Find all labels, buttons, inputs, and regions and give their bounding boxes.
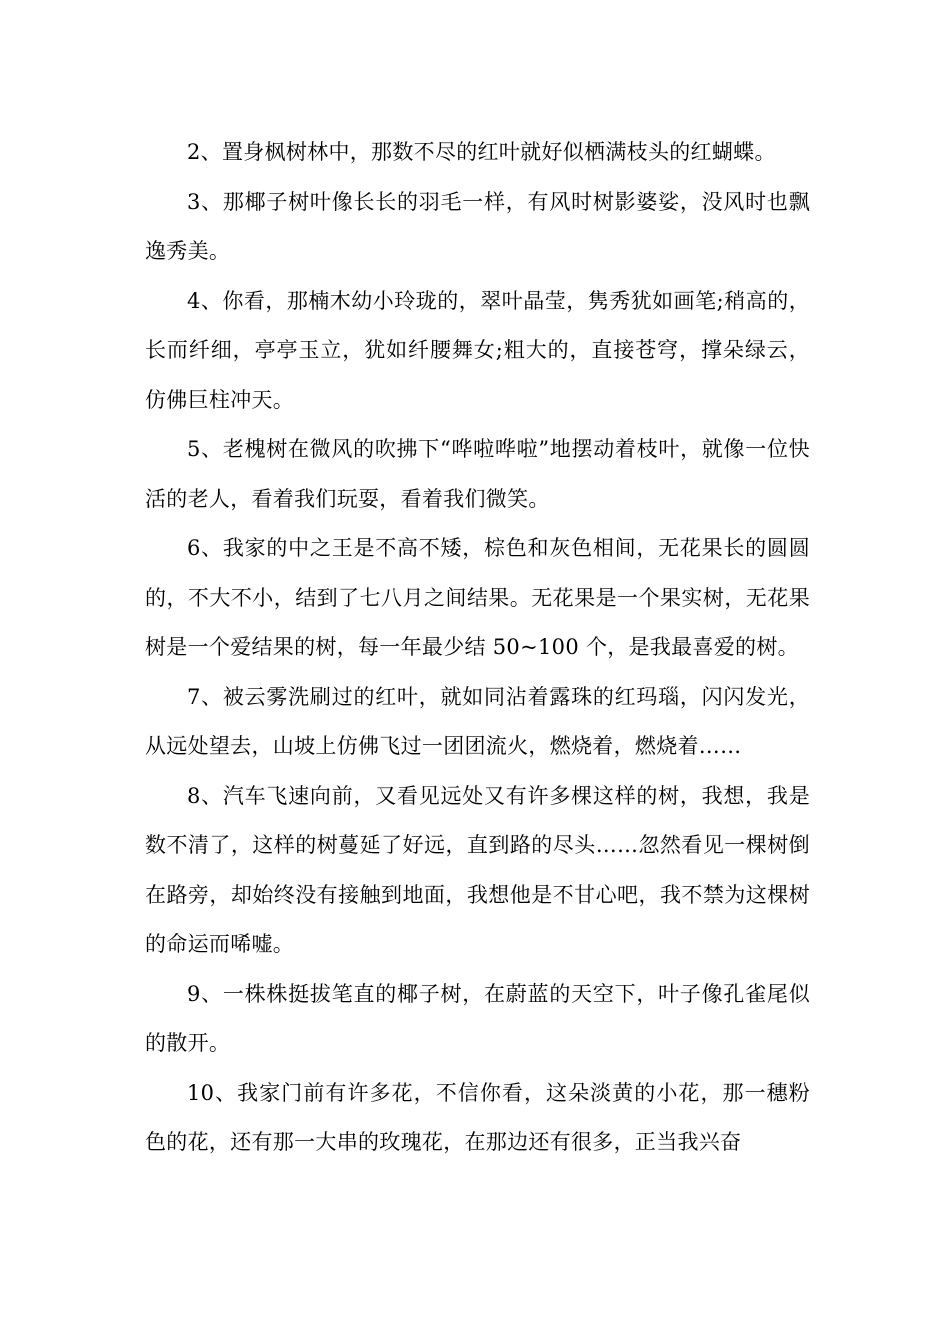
paragraph-9: 9、一株株挺拔笔直的椰子树，在蔚蓝的天空下，叶子像孔雀尾似的散开。 [145, 981, 810, 1055]
paragraph-10: 10、我家门前有许多花，不信你看，这朵淡黄的小花，那一穗粉色的花，还有那一大串的玫瑰花，在那边还有很多，正当我兴奋 [145, 1080, 810, 1154]
paragraph-2: 2、置身枫树林中，那数不尽的红叶就好似栖满枝头的红蝴蝶。 [187, 140, 776, 164]
paragraph-6: 6、我家的中之王是不高不矮，棕色和灰色相间，无花果长的圆圆的，不大不小，结到了七八月之间结果。无花果是一个果实树，无花果树是一个爱结果的树，每一年最少结 50~100 个，是我最喜爱的树。 [145, 536, 810, 659]
paragraph-4: 4、你看，那楠木幼小玲珑的，翠叶晶莹，隽秀犹如画笔;稍高的，长而纤细，亭亭玉立，犹如纤腰舞女;粗大的，直接苍穹，撑朵绿云，仿佛巨柱冲天。 [145, 288, 810, 412]
paragraph-7: 7、被云雾洗刷过的红叶，就如同沾着露珠的红玛瑙，闪闪发光，从远处望去，山坡上仿佛飞过一团团流火，燃烧着，燃烧着…… [145, 684, 810, 758]
paragraph-5: 5、老槐树在微风的吹拂下“哗啦哗啦”地摆动着枝叶，就像一位快活的老人，看着我们玩耍，看着我们微笑。 [145, 437, 810, 511]
paragraph-8: 8、汽车飞速向前，又看见远处又有许多棵这样的树，我想，我是数不清了，这样的树蔓延了好远，直到路的尽头……忽然看见一棵树倒在路旁，却始终没有接触到地面，我想他是不甘心吧，我不禁为这棵树的命运而唏嘘。 [145, 783, 810, 956]
document-page [145, 128, 810, 1168]
paragraph-3: 3、那椰子树叶像长长的羽毛一样，有风时树影婆娑，没风时也飘逸秀美。 [145, 189, 810, 263]
